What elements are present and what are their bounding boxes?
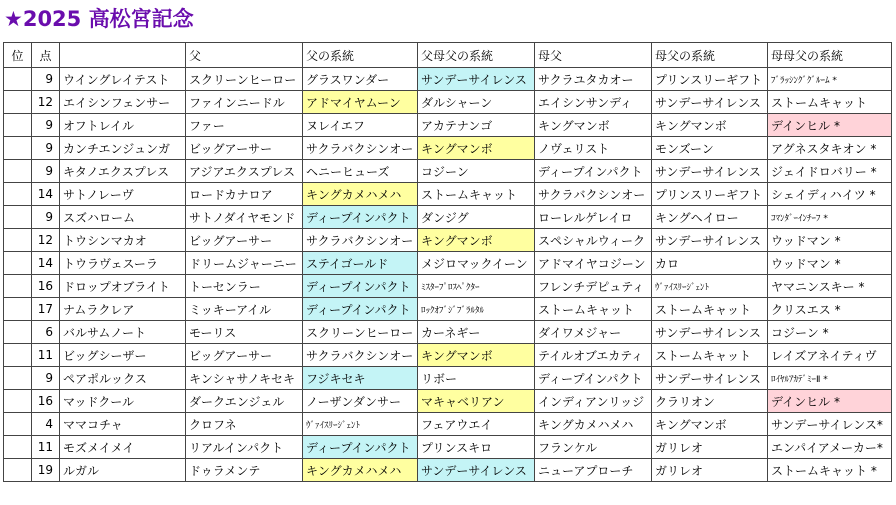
sire-line-cell: サクラバクシンオー bbox=[303, 344, 418, 367]
table-row bbox=[4, 436, 892, 459]
sire-damsire-line-cell: アカテナンゴ bbox=[418, 114, 535, 137]
damsire-cell: ディープインパクト bbox=[535, 160, 652, 183]
sire-cell: ロードカナロア bbox=[186, 183, 303, 206]
dam-damsire-line-cell: アグネスタキオン * bbox=[768, 137, 892, 160]
damsire-line-cell: サンデーサイレンス bbox=[652, 367, 768, 390]
points-cell: 6 bbox=[32, 321, 60, 344]
dam-damsire-line-cell: ウッドマン * bbox=[768, 252, 892, 275]
dam-damsire-line-cell: ﾛｲﾔﾙｱｶﾃﾞﾐｰⅡ * bbox=[768, 367, 892, 390]
dam-damsire-line-cell: ﾌﾞﾗｯｼﾝｸﾞｸﾞﾙｰﾑ * bbox=[768, 68, 892, 91]
rank-cell bbox=[4, 229, 32, 252]
damsire-cell: キングカメハメハ bbox=[535, 413, 652, 436]
sire-cell: クロフネ bbox=[186, 413, 303, 436]
sire-cell: スクリーンヒーロー bbox=[186, 68, 303, 91]
damsire-line-cell: キングマンボ bbox=[652, 114, 768, 137]
points-cell: 9 bbox=[32, 68, 60, 91]
damsire-line-cell: ｳﾞｧｲｽﾘｰｼﾞｪﾝﾄ bbox=[652, 275, 768, 298]
damsire-line-cell: キングヘイロー bbox=[652, 206, 768, 229]
rank-cell bbox=[4, 114, 32, 137]
damsire-cell: ストームキャット bbox=[535, 298, 652, 321]
damsire-line-cell: モンズーン bbox=[652, 137, 768, 160]
sire-damsire-line-cell: ストームキャット bbox=[418, 183, 535, 206]
header-damsire: 母父 bbox=[535, 43, 652, 68]
points-cell: 11 bbox=[32, 436, 60, 459]
sire-damsire-line-cell: リボー bbox=[418, 367, 535, 390]
damsire-line-cell: ストームキャット bbox=[652, 344, 768, 367]
table-row bbox=[4, 344, 892, 367]
sire-line-cell: フジキセキ bbox=[303, 367, 418, 390]
points-cell: 12 bbox=[32, 91, 60, 114]
table-row bbox=[4, 114, 892, 137]
sire-damsire-line-cell: プリンスキロ bbox=[418, 436, 535, 459]
horse-name-cell: カンチエンジュンガ bbox=[60, 137, 186, 160]
damsire-cell: ノヴェリスト bbox=[535, 137, 652, 160]
damsire-line-cell: プリンスリーギフト bbox=[652, 68, 768, 91]
horse-name-cell: マッドクール bbox=[60, 390, 186, 413]
rank-cell bbox=[4, 206, 32, 229]
damsire-cell: アドマイヤコジーン bbox=[535, 252, 652, 275]
rank-cell bbox=[4, 183, 32, 206]
sire-damsire-line-cell: キングマンボ bbox=[418, 344, 535, 367]
rank-cell bbox=[4, 436, 32, 459]
sire-damsire-line-cell: コジーン bbox=[418, 160, 535, 183]
header-damsire-line: 母父の系統 bbox=[652, 43, 768, 68]
horse-name-cell: オフトレイル bbox=[60, 114, 186, 137]
dam-damsire-line-cell: エンパイアメーカー* bbox=[768, 436, 892, 459]
sire-cell: ミッキーアイル bbox=[186, 298, 303, 321]
damsire-line-cell: プリンスリーギフト bbox=[652, 183, 768, 206]
header-points: 点 bbox=[32, 43, 60, 68]
sire-line-cell: スクリーンヒーロー bbox=[303, 321, 418, 344]
dam-damsire-line-cell: レイズアネイティヴ bbox=[768, 344, 892, 367]
header-sire: 父 bbox=[186, 43, 303, 68]
points-cell: 12 bbox=[32, 229, 60, 252]
damsire-line-cell: クラリオン bbox=[652, 390, 768, 413]
sire-cell: ビッグアーサー bbox=[186, 137, 303, 160]
damsire-cell: エイシンサンディ bbox=[535, 91, 652, 114]
sire-cell: ドリームジャーニー bbox=[186, 252, 303, 275]
sire-damsire-line-cell: カーネギー bbox=[418, 321, 535, 344]
sire-cell: アジアエクスプレス bbox=[186, 160, 303, 183]
table-row bbox=[4, 298, 892, 321]
damsire-cell: ローレルゲレイロ bbox=[535, 206, 652, 229]
sire-line-cell: ノーザンダンサー bbox=[303, 390, 418, 413]
table-row bbox=[4, 206, 892, 229]
table-header-row bbox=[4, 43, 892, 68]
dam-damsire-line-cell: ストームキャット * bbox=[768, 459, 892, 482]
header-sire-damsire-line: 父母父の系統 bbox=[418, 43, 535, 68]
dam-damsire-line-cell: コジーン * bbox=[768, 321, 892, 344]
damsire-line-cell: サンデーサイレンス bbox=[652, 229, 768, 252]
damsire-cell: テイルオブエカティ bbox=[535, 344, 652, 367]
sire-cell: ファー bbox=[186, 114, 303, 137]
damsire-cell: スペシャルウィーク bbox=[535, 229, 652, 252]
horse-name-cell: トウラヴェスーラ bbox=[60, 252, 186, 275]
points-cell: 14 bbox=[32, 252, 60, 275]
points-cell: 19 bbox=[32, 459, 60, 482]
horse-name-cell: ドロップオブライト bbox=[60, 275, 186, 298]
sire-line-cell: ステイゴールド bbox=[303, 252, 418, 275]
dam-damsire-line-cell: ヤマニンスキー * bbox=[768, 275, 892, 298]
horse-name-cell: ペアポルックス bbox=[60, 367, 186, 390]
points-cell: 4 bbox=[32, 413, 60, 436]
sire-line-cell: ディープインパクト bbox=[303, 436, 418, 459]
table-row bbox=[4, 137, 892, 160]
horse-name-cell: キタノエクスプレス bbox=[60, 160, 186, 183]
rank-cell bbox=[4, 367, 32, 390]
rank-cell bbox=[4, 91, 32, 114]
table-row bbox=[4, 459, 892, 482]
points-cell: 14 bbox=[32, 183, 60, 206]
horse-name-cell: エイシンフェンサー bbox=[60, 91, 186, 114]
rank-cell bbox=[4, 275, 32, 298]
sire-line-cell: キングカメハメハ bbox=[303, 183, 418, 206]
points-cell: 9 bbox=[32, 367, 60, 390]
damsire-cell: フレンチデピュティ bbox=[535, 275, 652, 298]
damsire-cell: ニューアプローチ bbox=[535, 459, 652, 482]
sire-line-cell: グラスワンダー bbox=[303, 68, 418, 91]
rank-cell bbox=[4, 252, 32, 275]
table-row bbox=[4, 321, 892, 344]
horse-name-cell: ルガル bbox=[60, 459, 186, 482]
sire-damsire-line-cell: フェアウエイ bbox=[418, 413, 535, 436]
table-row bbox=[4, 68, 892, 91]
damsire-cell: キングマンボ bbox=[535, 114, 652, 137]
rank-cell bbox=[4, 344, 32, 367]
damsire-cell: サクラバクシンオー bbox=[535, 183, 652, 206]
horse-name-cell: ナムラクレア bbox=[60, 298, 186, 321]
sire-damsire-line-cell: ﾛｯｸｵﾌﾞｼﾞﾌﾞﾗﾙﾀﾙ bbox=[418, 298, 535, 321]
damsire-line-cell: ガリレオ bbox=[652, 459, 768, 482]
rank-cell bbox=[4, 413, 32, 436]
points-cell: 9 bbox=[32, 137, 60, 160]
rank-cell bbox=[4, 137, 32, 160]
damsire-line-cell: ストームキャット bbox=[652, 298, 768, 321]
sire-line-cell: ディープインパクト bbox=[303, 206, 418, 229]
horse-name-cell: ビッグシーザー bbox=[60, 344, 186, 367]
sire-line-cell: サクラバクシンオー bbox=[303, 137, 418, 160]
dam-damsire-line-cell: ウッドマン * bbox=[768, 229, 892, 252]
sire-damsire-line-cell: キングマンボ bbox=[418, 137, 535, 160]
sire-cell: ファインニードル bbox=[186, 91, 303, 114]
points-cell: 11 bbox=[32, 344, 60, 367]
damsire-line-cell: キングマンボ bbox=[652, 413, 768, 436]
rank-cell bbox=[4, 321, 32, 344]
table-row bbox=[4, 160, 892, 183]
points-cell: 16 bbox=[32, 275, 60, 298]
damsire-line-cell: サンデーサイレンス bbox=[652, 160, 768, 183]
sire-line-cell: ディープインパクト bbox=[303, 298, 418, 321]
header-dam-damsire-line: 母母父の系統 bbox=[768, 43, 892, 68]
horse-name-cell: ママコチャ bbox=[60, 413, 186, 436]
sire-cell: ビッグアーサー bbox=[186, 229, 303, 252]
sire-damsire-line-cell: ダンジグ bbox=[418, 206, 535, 229]
header-rank: 位 bbox=[4, 43, 32, 68]
points-cell: 9 bbox=[32, 206, 60, 229]
points-cell: 9 bbox=[32, 114, 60, 137]
horse-name-cell: バルサムノート bbox=[60, 321, 186, 344]
sire-cell: キンシャサノキセキ bbox=[186, 367, 303, 390]
sire-cell: ドゥラメンテ bbox=[186, 459, 303, 482]
damsire-line-cell: ガリレオ bbox=[652, 436, 768, 459]
damsire-cell: サクラユタカオー bbox=[535, 68, 652, 91]
sire-line-cell: ヘニーヒューズ bbox=[303, 160, 418, 183]
damsire-cell: フランケル bbox=[535, 436, 652, 459]
horse-name-cell: ウイングレイテスト bbox=[60, 68, 186, 91]
table-row bbox=[4, 367, 892, 390]
rank-cell bbox=[4, 459, 32, 482]
sire-damsire-line-cell: メジロマックイーン bbox=[418, 252, 535, 275]
damsire-line-cell: サンデーサイレンス bbox=[652, 91, 768, 114]
dam-damsire-line-cell: ｺﾏﾝﾀﾞｰｲﾝﾁｰﾌ * bbox=[768, 206, 892, 229]
rank-cell bbox=[4, 390, 32, 413]
dam-damsire-line-cell: シェイディハイツ * bbox=[768, 183, 892, 206]
damsire-line-cell: カロ bbox=[652, 252, 768, 275]
sire-line-cell: ディープインパクト bbox=[303, 275, 418, 298]
rank-cell bbox=[4, 160, 32, 183]
table-row bbox=[4, 183, 892, 206]
pedigree-table bbox=[3, 42, 892, 482]
horse-name-cell: サトノレーヴ bbox=[60, 183, 186, 206]
damsire-cell: ディープインパクト bbox=[535, 367, 652, 390]
points-cell: 16 bbox=[32, 390, 60, 413]
sire-cell: トーセンラー bbox=[186, 275, 303, 298]
sire-damsire-line-cell: マキャベリアン bbox=[418, 390, 535, 413]
horse-name-cell: スズハローム bbox=[60, 206, 186, 229]
points-cell: 17 bbox=[32, 298, 60, 321]
damsire-cell: インディアンリッジ bbox=[535, 390, 652, 413]
dam-damsire-line-cell: サンデーサイレンス* bbox=[768, 413, 892, 436]
sire-damsire-line-cell: サンデーサイレンス bbox=[418, 459, 535, 482]
sire-damsire-line-cell: ダルシャーン bbox=[418, 91, 535, 114]
table-row bbox=[4, 413, 892, 436]
table-row bbox=[4, 390, 892, 413]
sire-cell: ダークエンジェル bbox=[186, 390, 303, 413]
table-body bbox=[4, 68, 892, 482]
sire-damsire-line-cell: サンデーサイレンス bbox=[418, 68, 535, 91]
table-row bbox=[4, 275, 892, 298]
horse-name-cell: トウシンマカオ bbox=[60, 229, 186, 252]
sire-cell: リアルインパクト bbox=[186, 436, 303, 459]
sire-cell: サトノダイヤモンド bbox=[186, 206, 303, 229]
rank-cell bbox=[4, 68, 32, 91]
damsire-line-cell: サンデーサイレンス bbox=[652, 321, 768, 344]
dam-damsire-line-cell: デインヒル * bbox=[768, 390, 892, 413]
sire-line-cell: ヌレイエフ bbox=[303, 114, 418, 137]
sire-line-cell: アドマイヤムーン bbox=[303, 91, 418, 114]
dam-damsire-line-cell: ストームキャット bbox=[768, 91, 892, 114]
sire-line-cell: ｳﾞｧｲｽﾘｰｼﾞｪﾝﾄ bbox=[303, 413, 418, 436]
header-horse bbox=[60, 43, 186, 68]
sire-damsire-line-cell: キングマンボ bbox=[418, 229, 535, 252]
dam-damsire-line-cell: デインヒル * bbox=[768, 114, 892, 137]
damsire-cell: ダイワメジャー bbox=[535, 321, 652, 344]
sire-cell: モーリス bbox=[186, 321, 303, 344]
sire-line-cell: サクラバクシンオー bbox=[303, 229, 418, 252]
dam-damsire-line-cell: クリスエス * bbox=[768, 298, 892, 321]
sire-line-cell: キングカメハメハ bbox=[303, 459, 418, 482]
sire-damsire-line-cell: ﾐｽﾀｰﾌﾟﾛｽﾍﾟｸﾀｰ bbox=[418, 275, 535, 298]
dam-damsire-line-cell: ジェイドロバリー * bbox=[768, 160, 892, 183]
page-title: ★2025 高松宮記念 bbox=[4, 7, 194, 31]
table-row bbox=[4, 229, 892, 252]
horse-name-cell: モズメイメイ bbox=[60, 436, 186, 459]
table-row bbox=[4, 252, 892, 275]
header-sire-line: 父の系統 bbox=[303, 43, 418, 68]
table-row bbox=[4, 91, 892, 114]
points-cell: 9 bbox=[32, 160, 60, 183]
sire-cell: ビッグアーサー bbox=[186, 344, 303, 367]
rank-cell bbox=[4, 298, 32, 321]
